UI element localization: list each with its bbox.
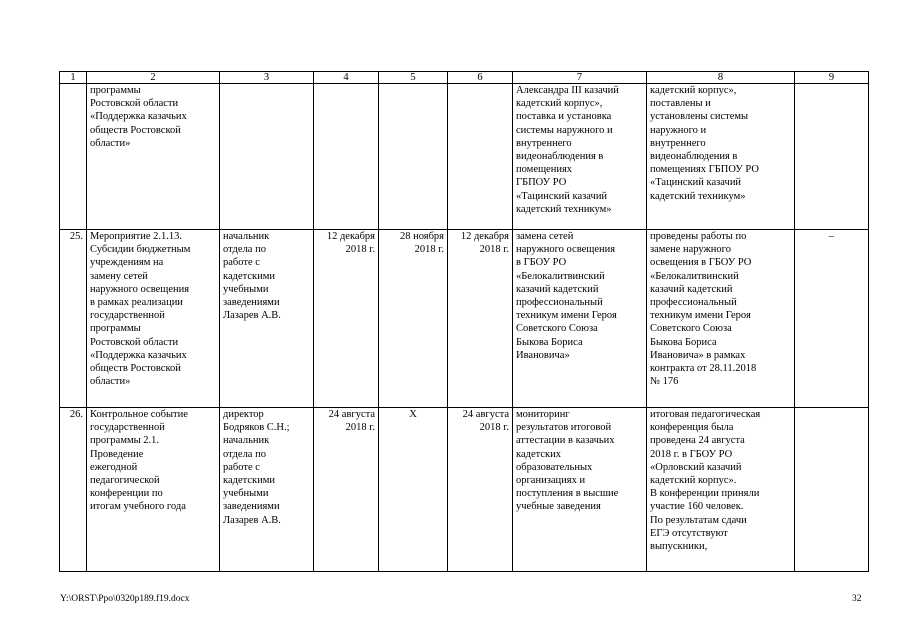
end-date-cell: 24 августа 2018 г. (448, 408, 513, 572)
col-header-7: 7 (513, 72, 647, 84)
table-row (60, 408, 869, 572)
measure-cell: Мероприятие 2.1.13. Субсидии бюджетным учреждениям на замену сетей наружного освещения в рамках реализации государственной программы Ростовской области «Поддержка казачьих обществ Ростовской области» (87, 230, 220, 408)
col-header-1: 1 (60, 72, 87, 84)
col-header-2: 2 (87, 72, 220, 84)
col-header-9: 9 (795, 72, 869, 84)
col-header-3: 3 (220, 72, 314, 84)
row-num-cell: 25. (60, 230, 87, 408)
col-header-8: 8 (647, 72, 795, 84)
report-table (59, 71, 869, 572)
footer-file-path: Y:\ORST\Ppo\0320p189.f19.docx (60, 594, 190, 604)
table-row-continuation (60, 84, 869, 230)
planned-date-cell: 12 декабря 2018 г. (314, 230, 379, 408)
planned-result-cell: Александра III казачий кадетский корпус», поставка и установка системы наружного и внутреннего видеонаблюдения в помещениях ГБПОУ РО «Тацинский казачий кадетский техникум» (513, 84, 647, 230)
actual-result-cell: проведены работы по замене наружного освещения в ГБОУ РО «Белокалитвинский казачий кадетский профессиональный техникум имени Героя Советского Союза Быкова Бориса Ивановича» в рамках контракта от 28.11.2018 № 176 (647, 230, 795, 408)
end-date-cell: 12 декабря 2018 г. (448, 230, 513, 408)
start-date-cell: 28 ноября 2018 г. (379, 230, 448, 408)
actual-result-cell: кадетский корпус», поставлены и установлены системы наружного и внутреннего видеонаблюдения в помещениях ГБПОУ РО «Тацинский казачий кадетский техникум» (647, 84, 795, 230)
responsible-cell: начальник отдела по работе с кадетскими учебными заведениями Лазарев А.В. (220, 230, 314, 408)
row-num-cell (60, 84, 87, 230)
planned-date-cell (314, 84, 379, 230)
notes-cell (795, 408, 869, 572)
start-date-cell (379, 84, 448, 230)
table-row (60, 230, 869, 408)
planned-result-cell: замена сетей наружного освещения в ГБОУ РО «Белокалитвинский казачий кадетский профессиональный техникум имени Героя Советского Союза Быкова Бориса Ивановича» (513, 230, 647, 408)
notes-cell: – (795, 230, 869, 408)
measure-cell: программы Ростовской области «Поддержка казачьих обществ Ростовской области» (87, 84, 220, 230)
responsible-cell: директор Бодряков С.Н.; начальник отдела по работе с кадетскими учебными заведениями Лазарев А.В. (220, 408, 314, 572)
start-date-cell: Х (379, 408, 448, 572)
responsible-cell (220, 84, 314, 230)
col-header-6: 6 (448, 72, 513, 84)
measure-cell: Контрольное событие государственной программы 2.1. Проведение ежегодной педагогической конференции по итогам учебного года (87, 408, 220, 572)
row-num-cell: 26. (60, 408, 87, 572)
page-number: 32 (852, 594, 862, 604)
col-header-4: 4 (314, 72, 379, 84)
end-date-cell (448, 84, 513, 230)
actual-result-cell: итоговая педагогическая конференция была проведена 24 августа 2018 г. в ГБОУ РО «Орловский казачий кадетский корпус». В конференции приняли участие 160 человек. По результатам сдачи ЕГЭ отсутствуют выпускники, (647, 408, 795, 572)
planned-date-cell: 24 августа 2018 г. (314, 408, 379, 572)
notes-cell (795, 84, 869, 230)
col-header-5: 5 (379, 72, 448, 84)
column-number-row (60, 72, 869, 84)
planned-result-cell: мониторинг результатов итоговой аттестации в казачьих кадетских образовательных организациях и поступления в высшие учебные заведения (513, 408, 647, 572)
